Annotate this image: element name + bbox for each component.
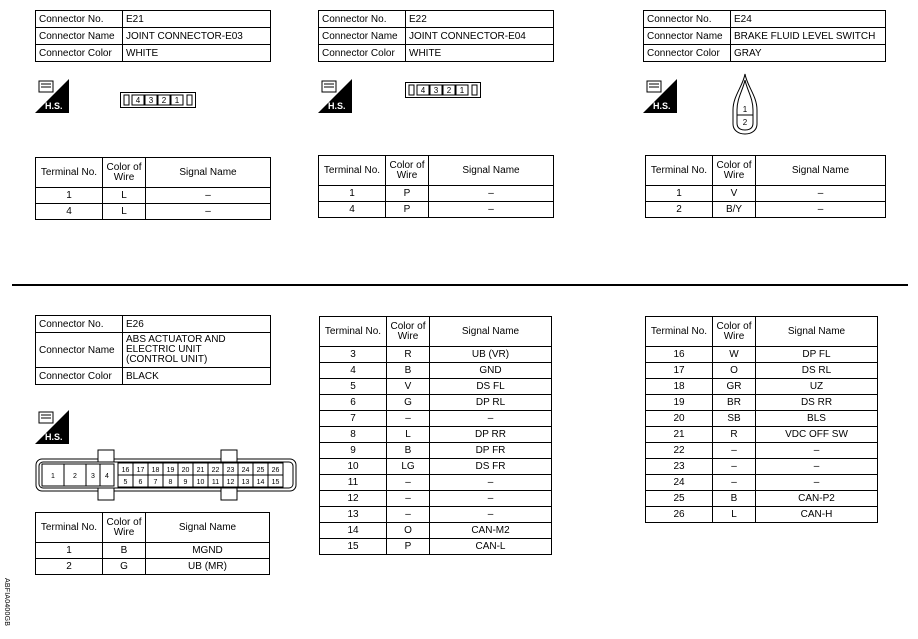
connector-name-label: Connector Name [319,28,406,45]
pin-label: 5 [123,479,128,486]
table-row: 23 – – [646,459,878,475]
signal-name-header: Signal Name [146,513,270,543]
pin-label: 2 [742,118,748,127]
hs-icon [318,79,352,113]
signal-name-header: Signal Name [429,156,554,186]
color-of-wire-header: Color of Wire [103,158,146,188]
connector-no-label: Connector No. [319,11,406,28]
e26-rows-c [646,347,878,523]
table-row: 1 P – [319,186,554,202]
pin-label: 21 [196,467,205,474]
connector-name-value: ABS ACTUATOR AND ELECTRIC UNIT (CONTROL UNIT) [123,333,271,368]
pin-label: 4 [105,473,109,480]
signal-name-header: Signal Name [146,158,271,188]
table-row: 4 P – [319,202,554,218]
pin-label: 13 [241,479,250,486]
table-row: 9 B DP FR [320,443,552,459]
pin-label: 1 [459,86,465,95]
color-of-wire-header: Color of Wire [713,156,756,186]
terminal-no-header: Terminal No. [319,156,386,186]
hs-label: H.S. [45,432,63,442]
connector-color-label: Connector Color [36,368,123,385]
pin-label: 23 [226,467,235,474]
color-of-wire-header: Color of Wire [387,317,430,347]
connector-name-label: Connector Name [644,28,731,45]
table-row: 5 V DS FL [320,379,552,395]
e24-connector-info [643,10,886,62]
pin-label: 22 [211,467,220,474]
e21-terminal-table [35,157,271,220]
pin-label: 9 [183,479,188,486]
pin-label: 4 [135,96,141,105]
e26-rows-b [320,347,552,555]
color-of-wire-header: Color of Wire [103,513,146,543]
table-row: 21 R VDC OFF SW [646,427,878,443]
connector-color-value: WHITE [123,45,271,62]
e26-terminal-table-c [645,316,878,523]
terminal-no-header: Terminal No. [320,317,387,347]
connector-no-label: Connector No. [36,11,123,28]
connector-no-value: E24 [731,11,886,28]
pin-label: 2 [73,473,77,480]
hs-label: H.S. [653,101,671,111]
table-row: 18 GR UZ [646,379,878,395]
table-row: 22 – – [646,443,878,459]
table-row: 1 L – [36,188,271,204]
pin-label: 19 [166,467,175,474]
pin-label: 4 [420,86,426,95]
table-row: 1 B MGND [36,543,270,559]
table-row: 25 B CAN-P2 [646,491,878,507]
connector-no-label: Connector No. [644,11,731,28]
e21-connector-face [120,92,196,108]
pin-label: 3 [91,473,95,480]
signal-name-header: Signal Name [430,317,552,347]
pin-label: 1 [51,473,55,480]
connector-name-value: JOINT CONNECTOR-E03 [123,28,271,45]
pin-label: 15 [271,479,280,486]
pin-label: 2 [161,96,167,105]
pin-label: 1 [174,96,180,105]
signal-name-header: Signal Name [756,317,878,347]
figure-id: ABFIA0400GB [3,578,10,627]
table-row: 4 B GND [320,363,552,379]
hs-icon [35,79,69,113]
signal-name-header: Signal Name [756,156,886,186]
pin-label: 16 [121,467,130,474]
table-row: 3 R UB (VR) [320,347,552,363]
table-row: 6 G DP RL [320,395,552,411]
connector-color-label: Connector Color [644,45,731,62]
pin-label: 17 [136,467,145,474]
e26-terminal-table-b [319,316,552,555]
connector-no-label: Connector No. [36,316,123,333]
table-row: 2 G UB (MR) [36,559,270,575]
connector-name-label: Connector Name [36,28,123,45]
pin-label: 26 [271,467,280,474]
pin-label: 7 [153,479,158,486]
pin-label: 14 [256,479,265,486]
e26-connector-info [35,315,271,385]
pin-label: 11 [211,479,220,486]
hs-icon [35,410,69,444]
table-row: 13 – – [320,507,552,523]
terminal-no-header: Terminal No. [36,513,103,543]
color-of-wire-header: Color of Wire [713,317,756,347]
connector-color-label: Connector Color [319,45,406,62]
table-row: 19 BR DS RR [646,395,878,411]
e24-connector-face [730,72,760,136]
table-row: 24 – – [646,475,878,491]
pin-label: 6 [138,479,143,486]
table-row: 16 W DP FL [646,347,878,363]
pin-label: 2 [446,86,452,95]
connector-color-label: Connector Color [36,45,123,62]
table-row: 11 – – [320,475,552,491]
table-row: 14 O CAN-M2 [320,523,552,539]
section-divider [12,284,908,286]
e26-terminal-table-a [35,512,270,575]
pin-label: 8 [168,479,173,486]
connector-name-value: BRAKE FLUID LEVEL SWITCH [731,28,886,45]
hs-label: H.S. [45,101,63,111]
connector-no-value: E26 [123,316,271,333]
hs-label: H.S. [328,101,346,111]
e22-connector-info [318,10,554,62]
table-row: 12 – – [320,491,552,507]
e22-terminal-table [318,155,554,218]
connector-name-label: Connector Name [36,333,123,368]
table-row: 7 – – [320,411,552,427]
pin-label: 24 [241,467,250,474]
hs-icon [643,79,677,113]
pin-label: 3 [148,96,154,105]
table-row: 2 B/Y – [646,202,886,218]
table-row: 1 V – [646,186,886,202]
color-of-wire-header: Color of Wire [386,156,429,186]
table-row: 8 L DP RR [320,427,552,443]
pin-label: 10 [196,479,205,486]
e22-connector-face [405,82,481,98]
terminal-no-header: Terminal No. [646,317,713,347]
connector-color-value: WHITE [406,45,554,62]
table-row: 4 L – [36,204,271,220]
connector-name-value: JOINT CONNECTOR-E04 [406,28,554,45]
connector-no-value: E21 [123,11,271,28]
table-row: 20 SB BLS [646,411,878,427]
table-row: 15 P CAN-L [320,539,552,555]
connector-color-value: BLACK [123,368,271,385]
pin-label: 20 [181,467,190,474]
pin-label: 12 [226,479,235,486]
pin-label: 1 [742,105,748,114]
table-row: 26 L CAN-H [646,507,878,523]
e26-connector-face [35,449,298,501]
terminal-no-header: Terminal No. [646,156,713,186]
connector-color-value: GRAY [731,45,886,62]
table-row: 17 O DS RL [646,363,878,379]
connector-no-value: E22 [406,11,554,28]
e21-connector-info [35,10,271,62]
pin-label: 3 [433,86,439,95]
terminal-no-header: Terminal No. [36,158,103,188]
e24-terminal-table [645,155,886,218]
table-row: 10 LG DS FR [320,459,552,475]
pin-label: 18 [151,467,160,474]
pin-label: 25 [256,467,265,474]
